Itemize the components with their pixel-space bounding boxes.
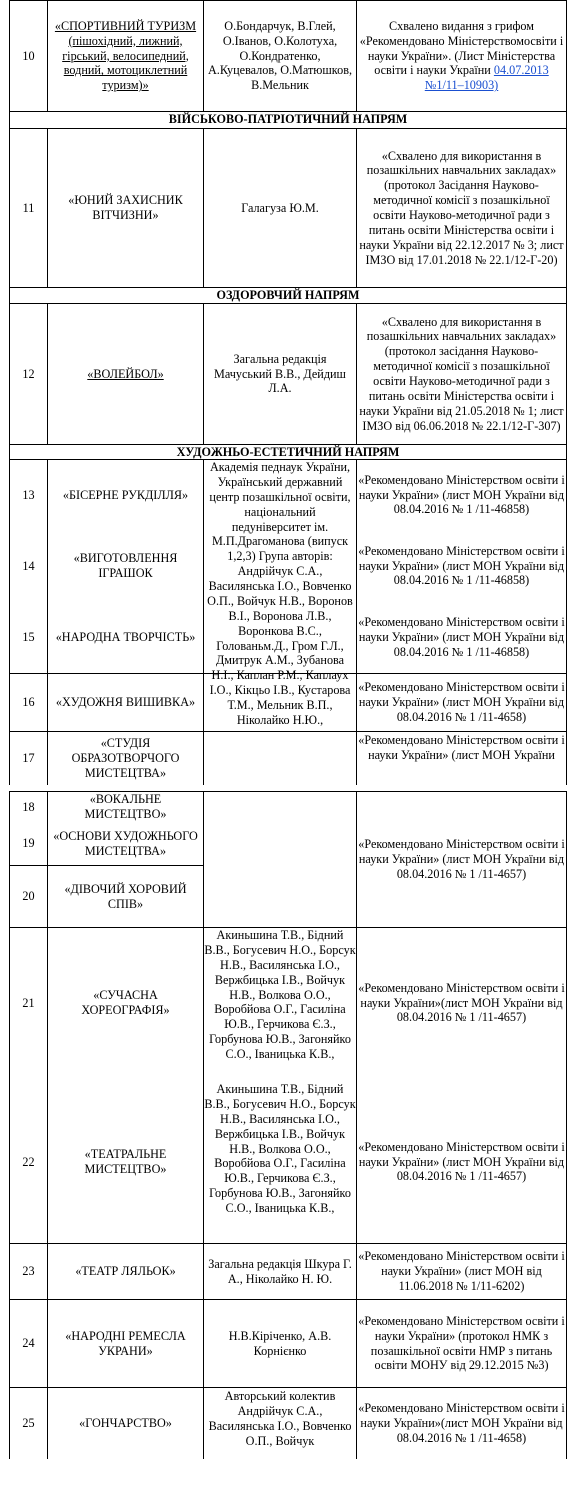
program-name: «ТЕАТР ЛЯЛЬОК»	[75, 1264, 176, 1279]
row-number: 16	[22, 695, 35, 710]
table-grid	[9, 791, 567, 1459]
program-recommendation: «Рекомендовано Міністерством освіти і науки України» (лист МОН України від 08.04.2016 № 1 /11-4658)	[358, 680, 565, 724]
letter-link[interactable]: 04.07.2013 №1/11–10903)	[424, 63, 549, 93]
program-name: «ВОКАЛЬНЕ МИСТЕЦТВО»	[84, 792, 167, 821]
row-number: 20	[22, 889, 35, 904]
row-number: 17	[22, 751, 35, 766]
program-authors: Акиньшина Т.В., Бідний В.В., Богусевич Н.О., Борсук Н.В., Василянська І.О., Вержбицька І.В., Войчук Н.В., Волкова О.О., Воробйова О.Г., Гасиліна Ю.В., Герчикова Є.З., Горбунова Ю.В., Загоняйко С.О., Іваницька К.В.,	[204, 928, 356, 1061]
program-name: «ВИГОТОВЛЕННЯ ІГРАШОК	[73, 551, 178, 580]
program-authors-shared: Академія педнаук України, Український державний центр позашкільної освіти, національний педуніверситет ім. М.П.Драгоманова (випуск 1,2,3) Група авторів: Андрійчук С.А., Василянська І.О., Вовченко О.П., Войчук Н.В., Воронов В.І., Воронова Л.В., Воронкова В.С., Голованьм.Д., Гром Г.Л., Дмитрук А.М., Зубанова Н.І., Каплан Р.М., Каплаух І.О., Кікцьо І.В., Кустарова Т.М., Мельник В.П., Ніколайко Н.Ю.,	[207, 460, 353, 727]
row-number: 19	[22, 836, 35, 851]
row-number: 25	[22, 1416, 35, 1431]
program-authors: Галагуза Ю.М.	[241, 200, 319, 215]
program-recommendation: «Рекомендовано Міністерством освіти і науки України» (протокол НМК з позашкільної освіти НМР з питань освіти МОНУ від 29.12.2015 №3)	[358, 1313, 565, 1373]
program-recommendation: «Рекомендовано Міністерством освіти і науки України»(лист МОН України від 08.04.2016 № 1 /11-4658)	[358, 1401, 565, 1445]
program-name: «НАРОДНІ РЕМЕСЛА УКРАНИ»	[65, 1328, 186, 1358]
program-name: «ОСНОВИ ХУДОЖНЬОГО МИСТЕЦТВА»	[53, 828, 198, 858]
program-name: «БІСЕРНЕ РУКДІЛЛЯ»	[62, 487, 189, 502]
program-authors: Загальна редакція Мачуський В.В., Дейдиш Л.А.	[214, 351, 346, 396]
program-recommendation: «Рекомендовано Міністерством освіти і науки України» (лист МОН України від 08.04.2016 № 1 /11-46858)	[358, 472, 565, 517]
program-recommendation: «Рекомендовано Міністерством освіти і науки України» (лист МОН України від 08.04.2016 № 1 /11-46858)	[358, 543, 565, 588]
program-name: «СПОРТИВНИЙ ТУРИЗМ (пішохідний, лижний, гірський, велосипедний, водний, мотоциклетний туризм)»	[54, 18, 197, 93]
program-name: «ВОЛЕЙБОЛ»	[87, 366, 164, 381]
program-authors: Н.В.Кіріченко, А.В. Корнієнко	[228, 1328, 332, 1358]
program-name: «НАРОДНА ТВОРЧІСТЬ»	[55, 630, 196, 645]
row-number: 22	[22, 1154, 35, 1169]
row-number: 13	[22, 487, 35, 502]
row-number: 24	[22, 1336, 35, 1351]
table-grid	[9, 0, 567, 785]
row-number: 18	[22, 799, 35, 814]
program-recommendation: «Рекомендовано Міністерством освіти і науки України» (лист МОН України від 08.04.2016 № 1 /11-4657)	[358, 837, 565, 881]
program-recommendation: «Рекомендовано Міністерством освіти і науки України» (лист МОН України	[358, 733, 565, 762]
program-recommendation: «Рекомендовано Міністерством освіти і науки України»(лист МОН України від 08.04.2016 № 1 /11-4657)	[358, 980, 565, 1025]
row-number: 14	[22, 558, 35, 573]
row-number: 11	[22, 200, 35, 215]
program-name: «СТУДІЯ ОБРАЗОТВОРЧОГО МИСТЕЦТВА»	[71, 736, 180, 780]
program-authors: Авторський колектив Андрійчук С.А., Василянська І.О., Вовченко О.П., Войчук	[208, 1389, 352, 1448]
program-recommendation: Схваленo видання з грифом «Рекомендовано Міністерствомосвіти і науки України». (Лист Міністерства освіти і науки України 04.07.2013 №1/11–10903)	[359, 18, 564, 93]
program-recommendation: «Рекомендовано Міністерством освіти і науки України» (лист МОН від 11.06.2018 № 1/11-6202)	[358, 1249, 565, 1293]
program-name: «ХУДОЖНЯ ВИШИВКА»	[55, 695, 196, 710]
program-name: «СУЧАСНА ХОРЕОГРАФІЯ»	[81, 988, 170, 1017]
program-authors: Акиньшина Т.В., Бідний В.В., Богусевич Н.О., Борсук Н.В., Василянська І.О., Вержбицька І.В., Войчук Н.В., Волкова О.О., Воробйова О.Г., Гасиліна Ю.В., Герчикова Є.З., Горбунова Ю.В., Загоняйко С.О., Іваницька К.В.,	[204, 1082, 356, 1215]
program-authors: Загальна редакція Шкура Г. А., Ніколайко Н. Ю.	[208, 1256, 352, 1286]
program-name: «ДІВОЧИЙ ХОРОВИЙ СПІВ»	[64, 881, 187, 911]
program-name: «ГОНЧАРСТВО»	[79, 1416, 172, 1431]
program-name: «ТЕАТРАЛЬНЕ МИСТЕЦТВО»	[84, 1147, 167, 1176]
table-fragment-2	[9, 791, 565, 1459]
section-header-military: ВІЙСЬКОВО-ПАТРІОТИЧНИЙ НАПРЯМ	[168, 112, 408, 126]
row-number: 12	[22, 366, 35, 381]
section-header-art: ХУДОЖНЬО-ЕСТЕТИЧНИЙ НАПРЯМ	[176, 445, 400, 459]
row-number: 10	[22, 48, 35, 63]
program-recommendation: «Схвалено для використання в позашкільних навчальних закладах» (протокол засідання Науково-методичної комісії з позашкільної освіти Науково-методичної ради з питань освіти Міністерства освіти і науки України від 21.05.2018 № 1; лист ІМЗО від 06.06.2018 № 22.1/12-Г-307)	[359, 314, 564, 433]
row-number: 23	[22, 1264, 35, 1279]
program-recommendation: «Схвалено для використання в позашкільних навчальних закладах» (протокол Засідання Науково-методичної комісії з позашкільної освіти Науково-методичної ради з питань освіти Міністерства освіти і науки України від 22.12.2017 № 3; лист ІМЗО від 17.01.2018 № 22.1/12-Г-20)	[359, 148, 564, 267]
program-recommendation: «Рекомендовано Міністерством освіти і науки України» (лист МОН України від 08.04.2016 № 1 /11-46858)	[358, 615, 565, 659]
row-number: 21	[22, 995, 35, 1010]
section-header-health: ОЗДОРОВЧИЙ НАПРЯМ	[216, 288, 360, 302]
table-fragment-1	[9, 0, 565, 785]
program-name: «ЮНИЙ ЗАХИСНИК ВІТЧИЗНИ»	[68, 193, 183, 222]
row-number: 15	[22, 630, 35, 645]
program-recommendation: «Рекомендовано Міністерством освіти і науки України» (лист МОН України від 08.04.2016 № 1 /11-4657)	[358, 1139, 565, 1184]
program-authors: О.Бондарчук, В.Глей, О.Іванов, О.Колотуха, О.Кондратенко, А.Куцевалов, О.Матюшков, В.Мельник	[207, 18, 352, 93]
